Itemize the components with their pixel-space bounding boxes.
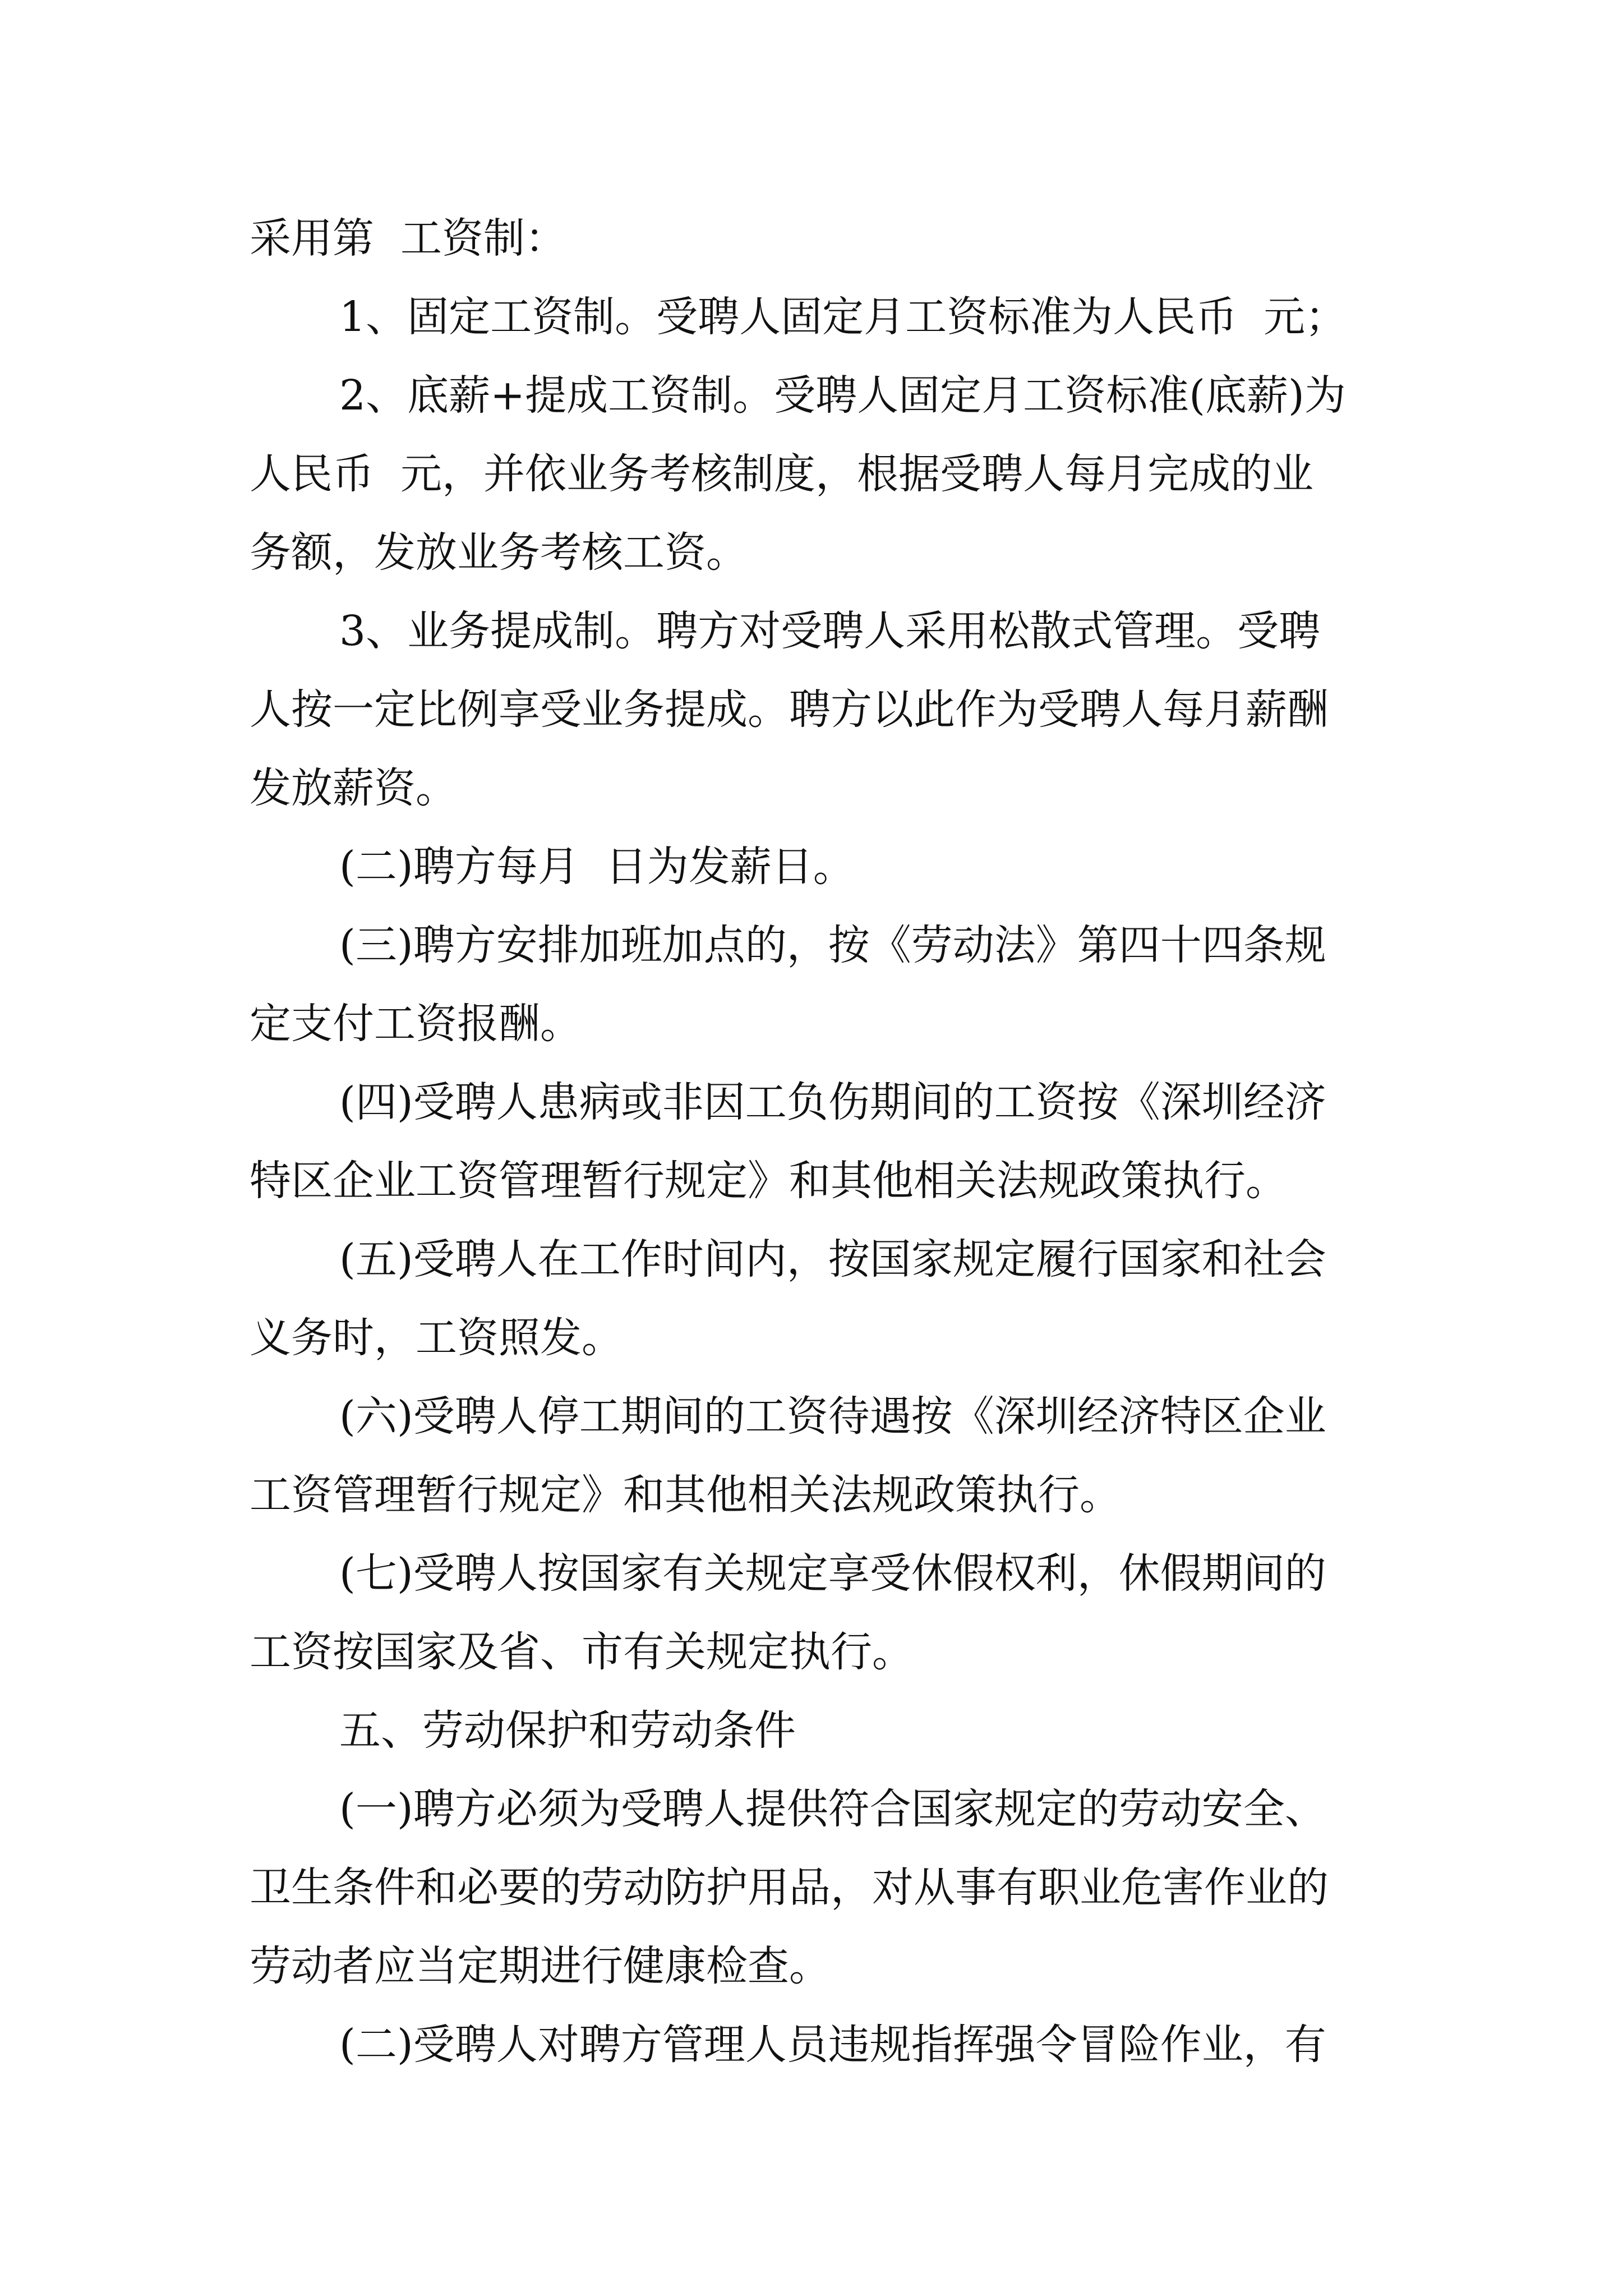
text-line-11: 定支付工资报酬。 — [250, 1000, 582, 1048]
text-line-18: (七)受聘人按国家有关规定享受休假权利，休假期间的 — [339, 1549, 1326, 1598]
text-line-22: 卫生条件和必要的劳动防护用品，对从事有职业危害作业的 — [250, 1864, 1329, 1912]
text-line-7: 人按一定比例享受业务提成。聘方以此作为受聘人每月薪酬 — [250, 685, 1329, 734]
text-line-17: 工资管理暂行规定》和其他相关法规政策执行。 — [250, 1471, 1121, 1519]
text-line-5: 务额，发放业务考核工资。 — [250, 528, 748, 577]
text-line-3: 2、底薪+提成工资制。受聘人固定月工资标准(底薪)为 — [339, 371, 1346, 420]
text-line-14: (五)受聘人在工作时间内，按国家规定履行国家和社会 — [339, 1235, 1326, 1283]
text-line-23: 劳动者应当定期进行健康检查。 — [250, 1942, 831, 1990]
text-line-12: (四)受聘人患病或非因工负伤期间的工资按《深圳经济 — [339, 1078, 1326, 1126]
text-line-13: 特区企业工资管理暂行规定》和其他相关法规政策执行。 — [250, 1157, 1287, 1205]
text-line-6: 3、业务提成制。聘方对受聘人采用松散式管理。受聘 — [339, 607, 1321, 655]
text-line-16: (六)受聘人停工期间的工资待遇按《深圳经济特区企业 — [339, 1392, 1326, 1441]
text-line-24: (二)受聘人对聘方管理人员违规指挥强令冒险作业，有 — [339, 2021, 1326, 2069]
text-line-21: (一)聘方必须为受聘人提供符合国家规定的劳动安全、 — [339, 1785, 1326, 1833]
text-line-10: (三)聘方安排加班加点的，按《劳动法》第四十四条规 — [339, 921, 1326, 969]
text-line-9: (二)聘方每月 日为发薪日。 — [339, 843, 855, 891]
text-line-4: 人民币 元，并依业务考核制度，根据受聘人每月完成的业 — [250, 450, 1314, 498]
text-line-19: 工资按国家及省、市有关规定执行。 — [250, 1628, 914, 1676]
text-line-1: 采用第 工资制： — [250, 214, 567, 263]
text-line-15: 义务时，工资照发。 — [250, 1314, 623, 1362]
text-line-8: 发放薪资。 — [250, 764, 457, 812]
text-line-2: 1、固定工资制。受聘人固定月工资标准为人民币 元； — [339, 293, 1347, 341]
section-heading: 五、劳动保护和劳动条件 — [339, 1706, 796, 1755]
